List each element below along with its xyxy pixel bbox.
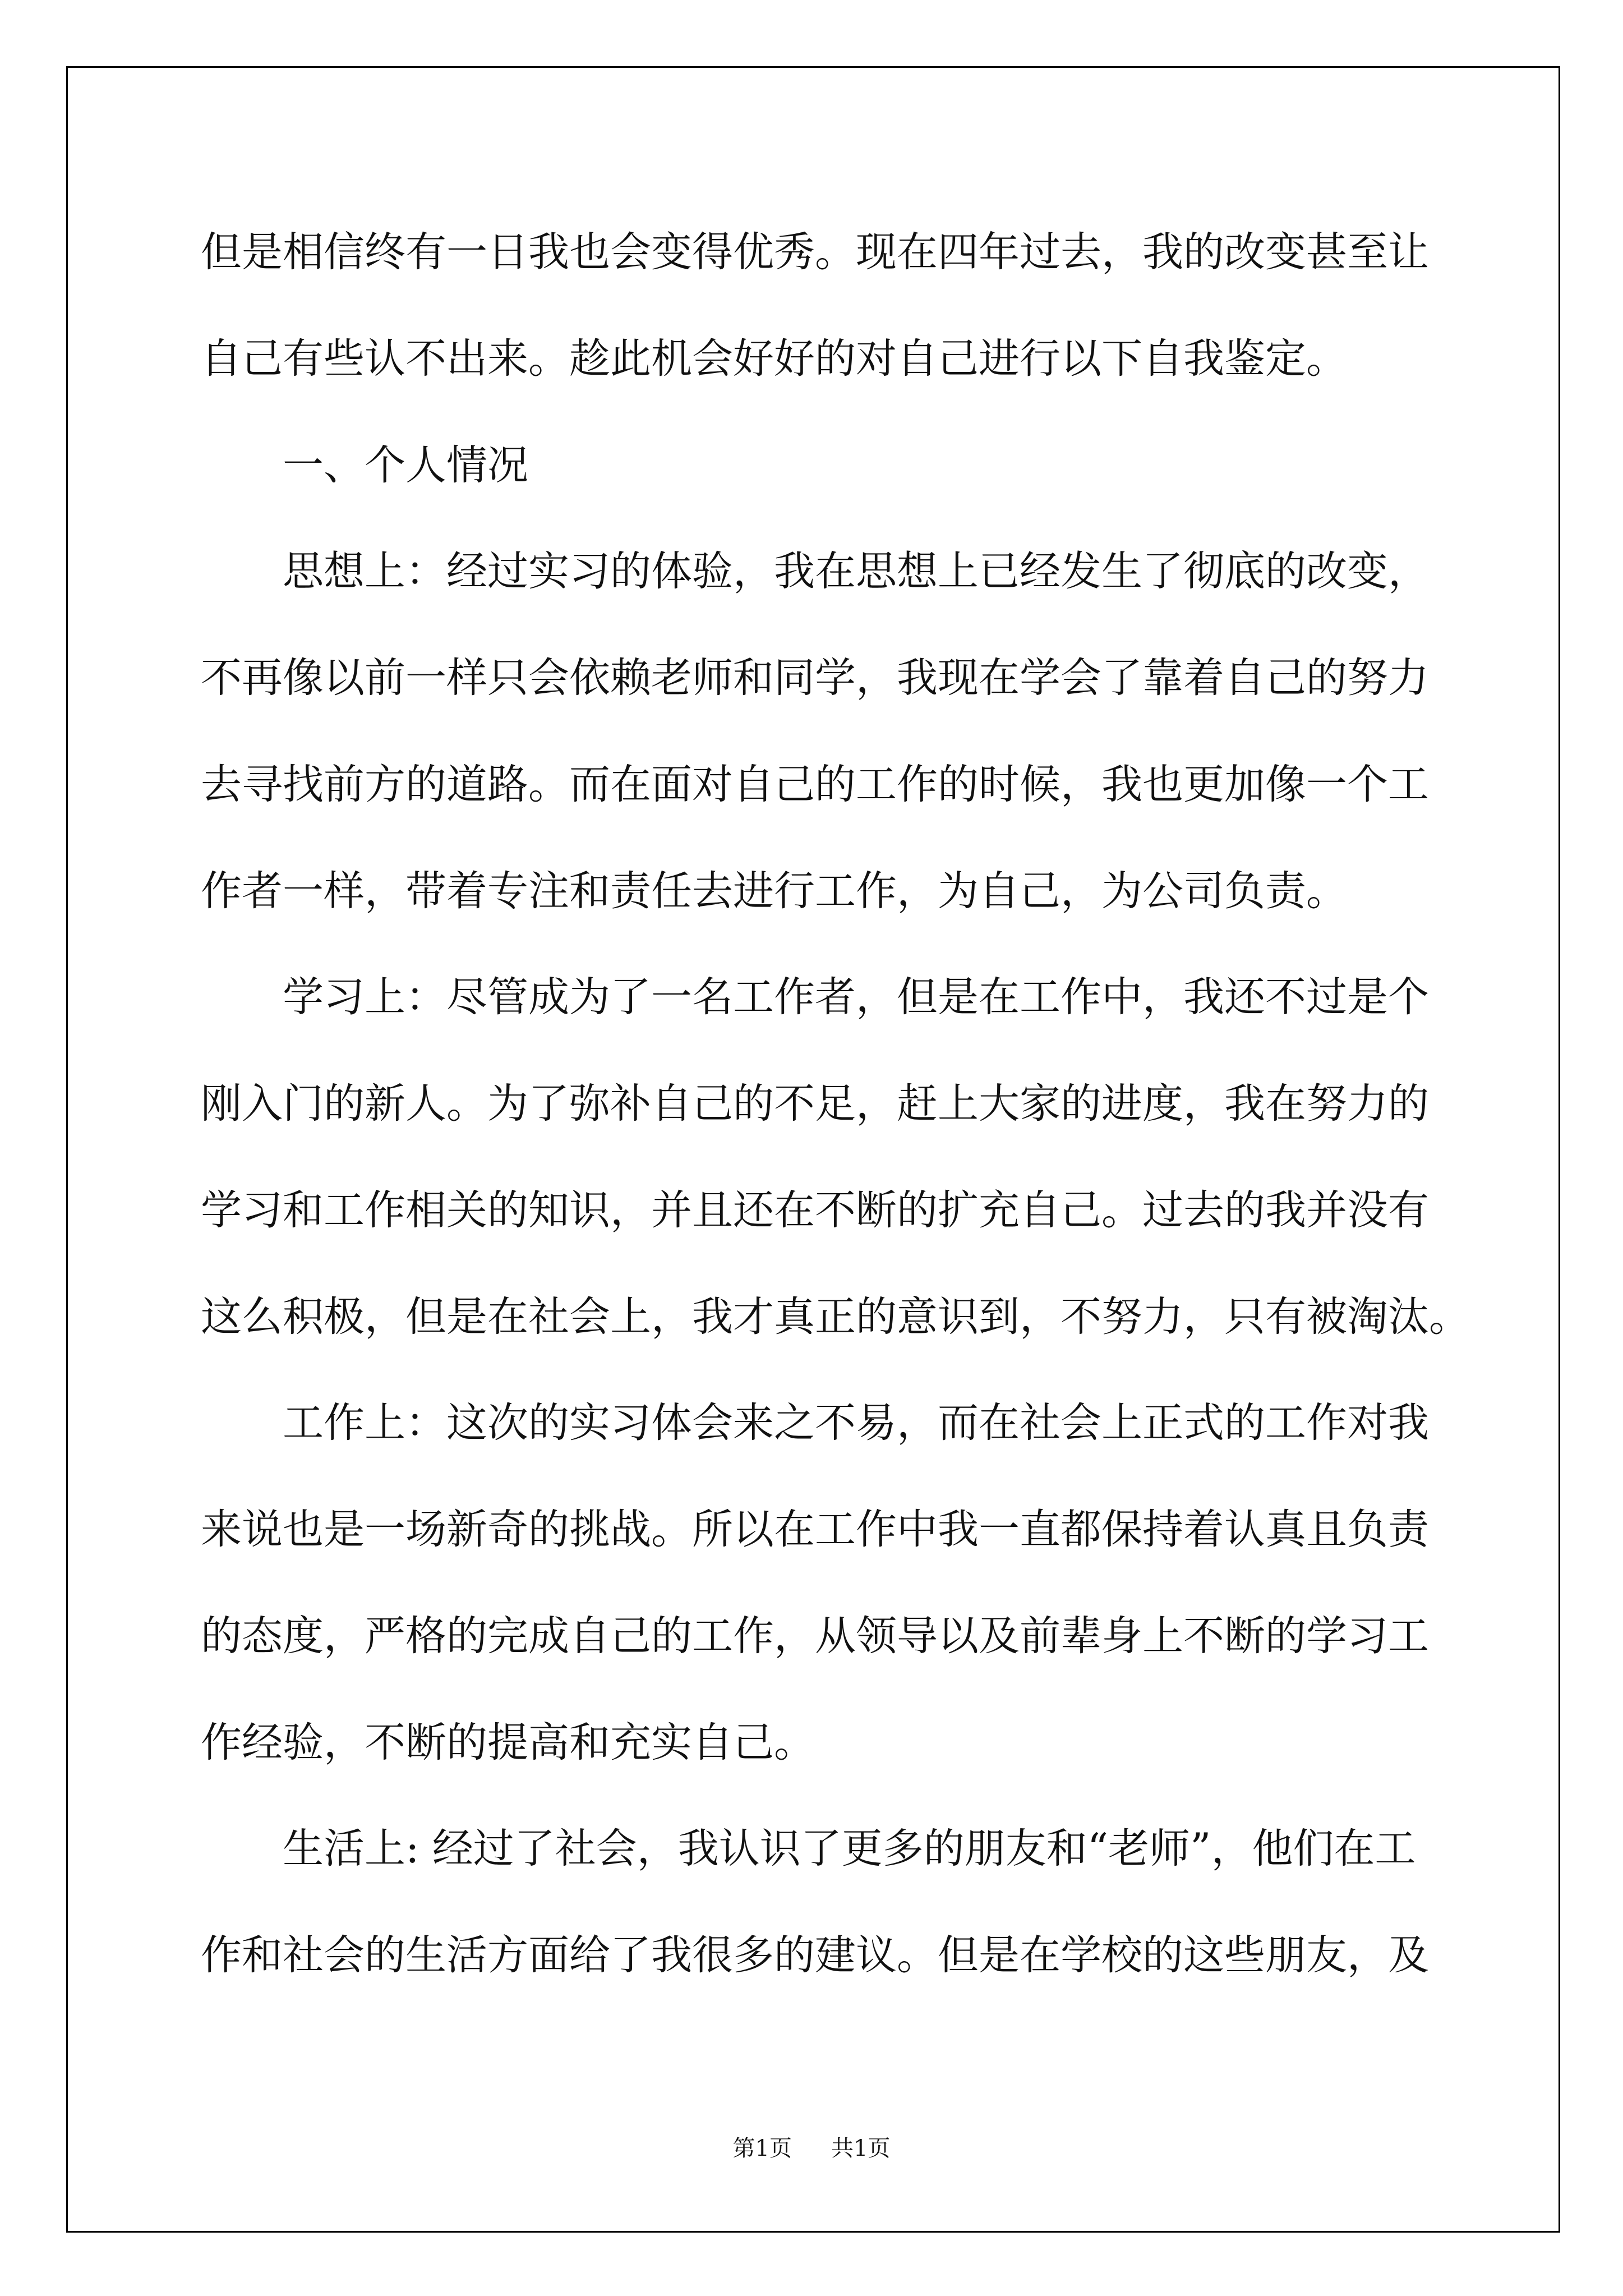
text-line: 这么积极，但是在社会上，我才真正的意识到，不努力，只有被淘汰。 — [201, 1292, 1470, 1341]
text-line: 学习和工作相关的知识，并且还在不断的扩充自己。过去的我并没有 — [201, 1186, 1429, 1234]
paragraph-thought — [201, 518, 1491, 944]
page-footer — [0, 2132, 1623, 2165]
text-line: 但是相信终有一日我也会变得优秀。现在四年过去，我的改变甚至让 — [201, 228, 1429, 276]
text-line: 不再像以前一样只会依赖老师和同学，我现在学会了靠着自己的努力 — [201, 654, 1429, 702]
text-line: 作和社会的生活方面给了我很多的建议。但是在学校的这些朋友，及 — [201, 1931, 1429, 1979]
text-line: 作者一样，带着专注和责任去进行工作，为自己，为公司负责。 — [201, 867, 1347, 915]
section-heading — [201, 412, 1491, 519]
text-line: 生活上: 经过了社会，我认识了更多的朋友和“老师”，他们在工 — [283, 1825, 1416, 1873]
paragraph-life — [201, 1796, 1491, 2009]
text-line: 来说也是一场新奇的挑战。所以在工作中我一直都保持着认真且负责 — [201, 1506, 1429, 1553]
text-line: 去寻找前方的道路。而在面对自己的工作的时候，我也更加像一个工 — [201, 760, 1429, 808]
text-line: 的态度，严格的完成自己的工作，从领导以及前辈身上不断的学习工 — [201, 1612, 1429, 1660]
current-page-label: 第1页 — [732, 2136, 792, 2161]
text-line: 思想上：经过实习的体验，我在思想上已经发生了彻底的改变， — [283, 547, 1429, 596]
section-heading-text: 一、个人情况 — [283, 441, 528, 489]
text-line: 学习上：尽管成为了一名工作者，但是在工作中，我还不过是个 — [283, 973, 1429, 1022]
body-text — [201, 199, 1491, 2009]
text-line: 工作上：这次的实习体会来之不易，而在社会上正式的工作对我 — [283, 1399, 1429, 1447]
paragraph-work — [201, 1370, 1491, 1796]
text-line: 自己有些认不出来。趁此机会好好的对自己进行以下自我鉴定。 — [201, 334, 1347, 383]
total-pages-label: 共1页 — [831, 2136, 891, 2161]
text-line: 作经验，不断的提高和充实自己。 — [201, 1718, 815, 1766]
paragraph-continued — [201, 199, 1491, 412]
text-line: 刚入门的新人。为了弥补自己的不足，赶上大家的进度，我在努力的 — [201, 1080, 1429, 1128]
paragraph-study — [201, 944, 1491, 1370]
